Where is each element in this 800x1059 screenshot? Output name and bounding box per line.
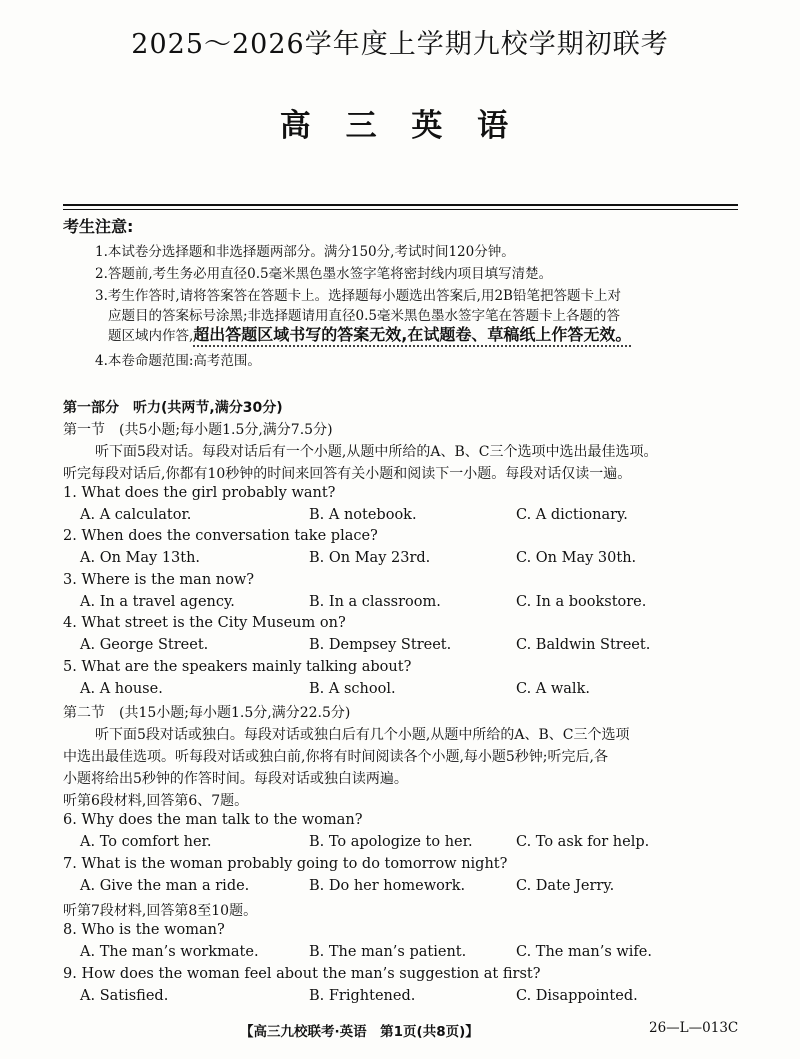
page-footer: 【高三九校联考·英语 第1页(共8页)】 — [240, 1024, 479, 1040]
question-1: 1. What does the girl probably want? — [63, 485, 336, 501]
notice-item-3-emphasis: 超出答题区域书写的答案无效,在试题卷、草稿纸上作答无效。 — [193, 325, 632, 344]
question-5: 5. What are the speakers mainly talking about? — [63, 659, 412, 675]
notice-item-3-line-2: 应题目的答案标号涂黑;非选择题请用直径0.5毫米黑色墨水签字笔在答题卡上各题的答 — [108, 308, 621, 324]
paper-code: 26—L—013C — [649, 1020, 739, 1036]
question-7-option-b: B. Do her homework. — [309, 878, 466, 894]
question-9-option-b: B. Frightened. — [309, 988, 416, 1004]
question-7: 7. What is the woman probably going to do tomorrow night? — [63, 856, 508, 872]
section2-instructions-line-2: 中选出最佳选项。听每段对话或独白前,你将有时间阅读各个小题,每小题5秒钟;听完后,各 — [63, 749, 608, 765]
section1-heading: 第一节 (共5小题;每小题1.5分,满分7.5分) — [63, 422, 333, 438]
question-2-option-b: B. On May 23rd. — [309, 550, 431, 566]
question-9-option-c: C. Disappointed. — [516, 988, 638, 1004]
question-2-option-c: C. On May 30th. — [516, 550, 637, 566]
question-6: 6. Why does the man talk to the woman? — [63, 812, 363, 828]
section2-instructions-line-1: 听下面5段对话或独白。每段对话或独白后有几个小题,从题中所给的A、B、C三个选项 — [95, 727, 630, 743]
question-7-option-a: A. Give the man a ride. — [80, 878, 250, 894]
notice-item-3-line-1: 3.考生作答时,请将答案答在答题卡上。选择题每小题选出答案后,用2B铅笔把答题卡上对 — [95, 288, 621, 304]
question-9: 9. How does the woman feel about the man’s suggestion at first? — [63, 966, 541, 982]
question-1-option-c: C. A dictionary. — [516, 507, 628, 523]
question-3-option-c: C. In a bookstore. — [516, 594, 647, 610]
question-5-option-a: A. A house. — [80, 681, 163, 697]
question-7-option-c: C. Date Jerry. — [516, 878, 615, 894]
section1-instructions-line-2: 听完每段对话后,你都有10秒钟的时间来回答有关小题和阅读下一小题。每段对话仅读一遍。 — [63, 466, 632, 482]
exam-title: 2025～2026学年度上学期九校学期初联考 — [131, 29, 669, 60]
section2-instructions-line-3: 小题将给出5秒钟的作答时间。每段对话或独白读两遍。 — [63, 771, 408, 787]
question-2-option-a: A. On May 13th. — [80, 550, 201, 566]
question-5-option-b: B. A school. — [309, 681, 396, 697]
question-4: 4. What street is the City Museum on? — [63, 615, 346, 631]
subject-title: 高 三 英 语 — [279, 108, 521, 144]
section1-instructions-line-1: 听下面5段对话。每段对话后有一个小题,从题中所给的A、B、C三个选项中选出最佳选项。 — [95, 444, 658, 460]
question-3: 3. Where is the man now? — [63, 572, 255, 588]
material-6-heading: 听第6段材料,回答第6、7题。 — [63, 793, 249, 809]
notice-heading: 考生注意: — [63, 217, 134, 236]
question-1-option-a: A. A calculator. — [80, 507, 192, 523]
question-4-option-a: A. George Street. — [80, 637, 209, 653]
notice-item-2: 2.答题前,考生务必用直径0.5毫米黑色墨水签字笔将密封线内项目填写清楚。 — [95, 266, 553, 282]
question-6-option-a: A. To comfort her. — [80, 834, 212, 850]
question-8: 8. Who is the woman? — [63, 922, 225, 938]
question-3-option-b: B. In a classroom. — [309, 594, 441, 610]
section2-heading: 第二节 (共15小题;每小题1.5分,满分22.5分) — [63, 705, 351, 721]
question-5-option-c: C. A walk. — [516, 681, 590, 697]
question-4-option-c: C. Baldwin Street. — [516, 637, 651, 653]
notice-item-4: 4.本卷命题范围:高考范围。 — [95, 353, 261, 369]
question-6-option-c: C. To ask for help. — [516, 834, 650, 850]
question-9-option-a: A. Satisfied. — [80, 988, 169, 1004]
question-8-option-a: A. The man’s workmate. — [80, 944, 259, 960]
question-1-option-b: B. A notebook. — [309, 507, 417, 523]
question-8-option-c: C. The man’s wife. — [516, 944, 652, 960]
question-2: 2. When does the conversation take place? — [63, 528, 378, 544]
question-6-option-b: B. To apologize to her. — [309, 834, 473, 850]
question-4-option-b: B. Dempsey Street. — [309, 637, 452, 653]
question-8-option-b: B. The man’s patient. — [309, 944, 467, 960]
question-3-option-a: A. In a travel agency. — [80, 594, 235, 610]
notice-item-1: 1.本试卷分选择题和非选择题两部分。满分150分,考试时间120分钟。 — [95, 244, 515, 260]
material-7-heading: 听第7段材料,回答第8至10题。 — [63, 903, 258, 919]
header-divider-thin — [63, 209, 738, 210]
part1-heading: 第一部分 听力(共两节,满分30分) — [63, 400, 283, 416]
header-divider — [63, 204, 738, 206]
notice-item-3-plain: 题区域内作答, — [108, 328, 194, 344]
notice-item-3-line-3 — [108, 322, 631, 345]
